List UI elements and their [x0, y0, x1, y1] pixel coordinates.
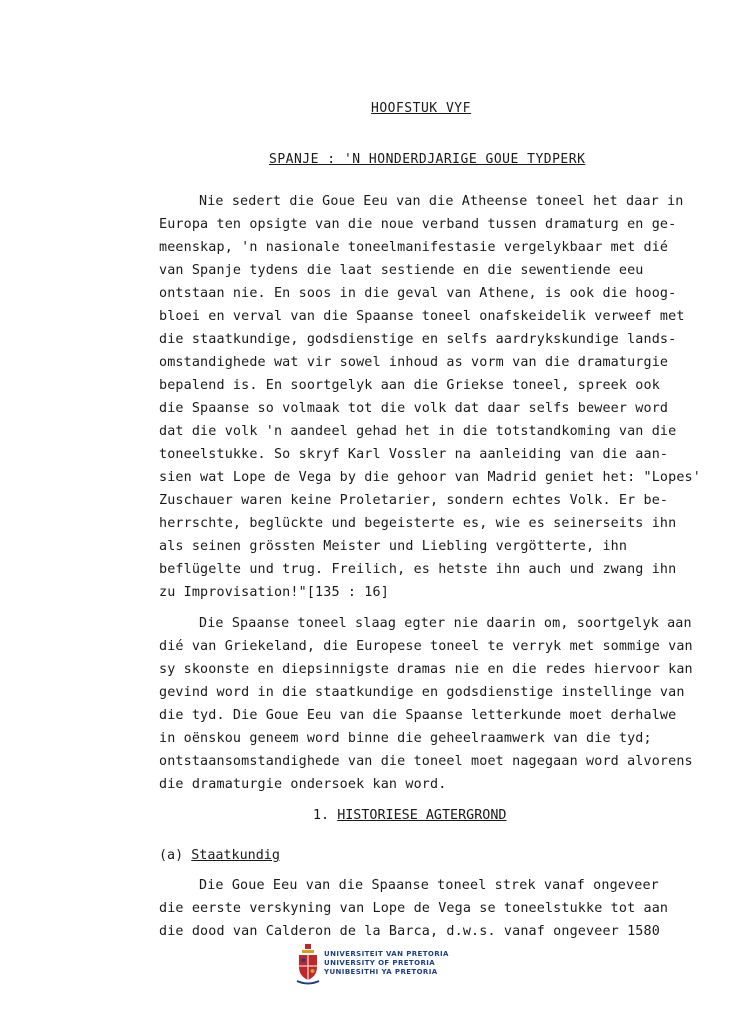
section-heading [313, 808, 507, 823]
text-line: die staatkundige, godsdienstige en selfs aardrykskundige lands- [159, 332, 677, 347]
section-title: HISTORIESE AGTERGROND [337, 808, 507, 823]
logo-line-1: UNIVERSITEIT VAN PRETORIA [324, 950, 449, 958]
logo-line-2: UNIVERSITY OF PRETORIA [324, 959, 436, 967]
text-line: dié van Griekeland, die Europese toneel te verryk met sommige van [159, 639, 693, 654]
text-line: sy skoonste en diepsinnigste dramas nie en die redes hiervoor kan [159, 662, 693, 677]
text-line: die eerste verskyning van Lope de Vega se toneelstukke tot aan [159, 901, 669, 916]
text-line: die dramaturgie ondersoek kan word. [159, 777, 447, 792]
text-line: toneelstukke. So skryf Karl Vossler na aanleiding van die aan- [159, 447, 669, 462]
text-line: die dood van Calderon de la Barca, d.w.s. vanaf ongeveer 1580 [159, 924, 660, 939]
text-line: die tyd. Die Goue Eeu van die Spaanse letterkunde moet derhalwe [159, 708, 677, 723]
text-line: die Spaanse so volmaak tot die volk dat daar selfs beweer word [159, 401, 669, 416]
text-line: ontstaansomstandighede van die toneel moet nagegaan word alvorens [159, 754, 693, 769]
chapter-subtitle: SPANJE : 'N HONDERDJARIGE GOUE TYDPERK [269, 152, 586, 167]
text-line: Zuschauer waren keine Proletarier, sondern echtes Volk. Er be- [159, 493, 669, 508]
section-number: 1. [313, 808, 330, 823]
text-line: dat die volk 'n aandeel gehad het in die totstandkoming van die [159, 424, 677, 439]
crest-icon [296, 940, 320, 986]
logo-line-3: YUNIBESITHI YA PRETORIA [324, 968, 438, 976]
text-line: meenskap, 'n nasionale toneelmanifestasie vergelykbaar met dié [159, 240, 669, 255]
text-line: omstandighede wat vir sowel inhoud as vorm van die dramaturgie [159, 355, 669, 370]
chapter-title: HOOFSTUK VYF [371, 101, 471, 116]
text-line: bloei en verval van die Spaanse toneel onafskeidelik verweef met [159, 309, 685, 324]
text-line: herrschte, beglückte und begeisterte es, wie es seinerseits ihn [159, 516, 677, 531]
text-line: gevind word in die staatkundige en godsdienstige instellinge van [159, 685, 685, 700]
text-line: zu Improvisation!"[135 : 16] [159, 585, 389, 600]
text-line: Nie sedert die Goue Eeu van die Atheense toneel het daar in [199, 194, 684, 209]
text-line: ontstaan nie. En soos in die geval van Athene, is ook die hoog- [159, 286, 677, 301]
text-line: beflügelte und trug. Freilich, es hetste ihn auch und zwang ihn [159, 562, 677, 577]
text-line: Die Goue Eeu van die Spaanse toneel strek vanaf ongeveer [199, 878, 659, 893]
text-line: Die Spaanse toneel slaag egter nie daarin om, soortgelyk aan [199, 616, 692, 631]
text-line: sien wat Lope de Vega by die gehoor van Madrid geniet het: "Lopes' [159, 470, 701, 485]
text-line: in oënskou geneem word binne die geheelraamwerk van die tyd; [159, 731, 652, 746]
text-line: bepalend is. En soortgelyk aan die Griekse toneel, spreek ook [159, 378, 660, 393]
university-logo [296, 940, 466, 988]
text-line: van Spanje tydens die laat sestiende en die sewentiende eeu [159, 263, 644, 278]
subsection-title: Staatkundig [191, 848, 280, 863]
subsection-heading [159, 848, 280, 863]
subsection-label: (a) [159, 848, 184, 863]
text-line: als seinen grössten Meister und Liebling vergötterte, ihn [159, 539, 628, 554]
text-line: Europa ten opsigte van die noue verband tussen dramaturg en ge- [159, 217, 677, 232]
